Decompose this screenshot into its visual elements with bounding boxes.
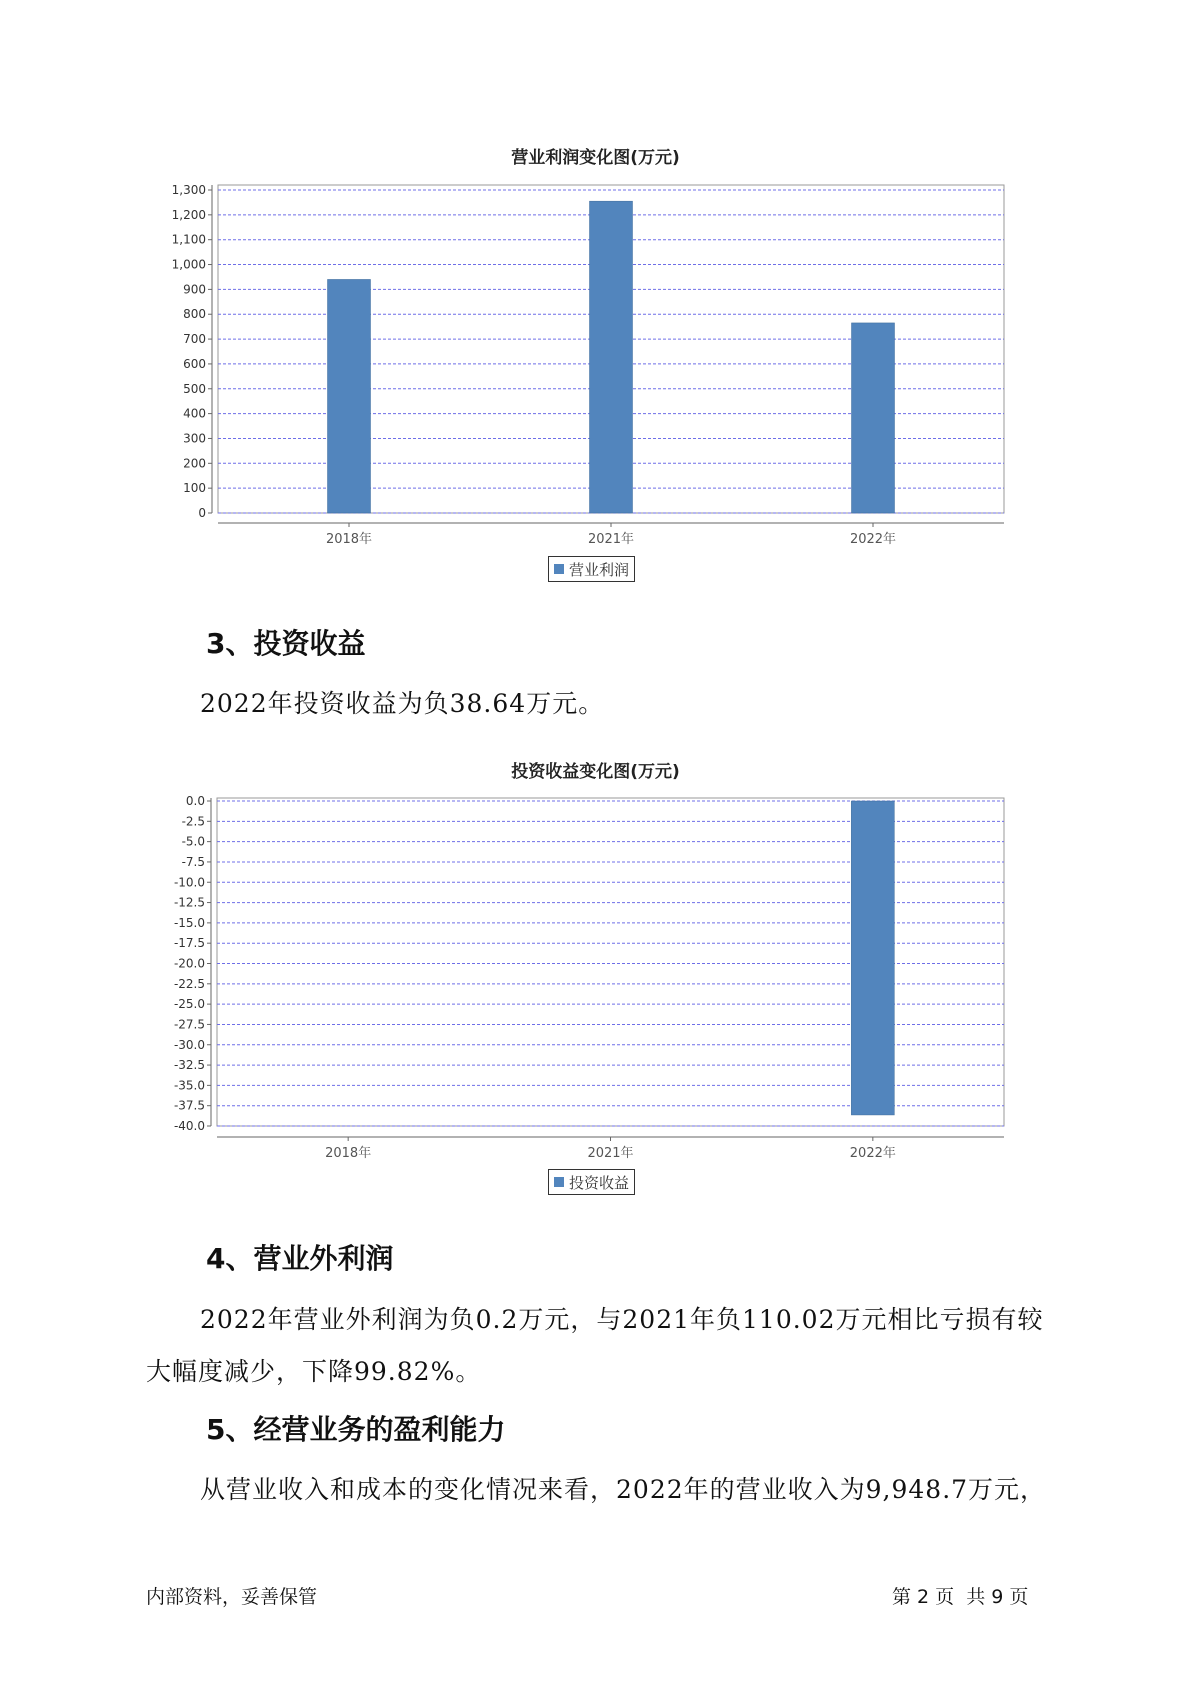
c2-ytick-label: -10.0 <box>173 875 205 890</box>
c1-ytick-label: 300 <box>183 431 206 446</box>
c1-xtick-label: 2018年 <box>325 532 373 547</box>
section3-heading: 3、投资收益 <box>206 627 366 660</box>
c1-ytick-label: 400 <box>183 406 206 421</box>
c2-xtick-label: 2022年 <box>849 1146 896 1161</box>
c2-ytick-label: -15.0 <box>173 915 205 930</box>
c2-ytick-label: -22.5 <box>173 976 205 991</box>
footer-confidential: 内部资料，妥善保管 <box>146 1586 318 1608</box>
c2-ytick-label: -32.5 <box>173 1058 205 1073</box>
c1-ytick-label: 1,100 <box>171 232 206 247</box>
section5-heading: 5、经营业务的盈利能力 <box>206 1413 506 1446</box>
c2-ytick-label: -2.5 <box>181 814 205 829</box>
c1-ytick-label: 900 <box>183 282 206 297</box>
c2-bar-2022年 <box>851 801 894 1115</box>
c1-ytick-label: 1,200 <box>171 207 206 222</box>
c2-xtick-label: 2021年 <box>587 1146 634 1161</box>
c1-ytick-label: 1,300 <box>171 183 206 197</box>
c2-ytick-label: -5.0 <box>181 834 205 849</box>
c1-ytick-label: 0 <box>198 506 206 520</box>
section4-paragraph-line2: 大幅度减少，下降99.82%。 <box>146 1357 482 1386</box>
c2-ytick-label: -20.0 <box>173 956 205 971</box>
c2-ytick-label: -25.0 <box>173 997 205 1012</box>
c1-ytick-label: 600 <box>183 356 206 371</box>
section5-paragraph-line1: 从营业收入和成本的变化情况来看，2022年的营业收入为9,948.7万元， <box>200 1475 1047 1504</box>
c2-ytick-label: -27.5 <box>173 1017 205 1032</box>
section4-paragraph-line1: 2022年营业外利润为负0.2万元，与2021年负110.02万元相比亏损有较 <box>200 1305 1044 1334</box>
c1-ytick-label: 500 <box>183 381 206 396</box>
c1-ytick-label: 200 <box>183 456 206 471</box>
section4-heading: 4、营业外利润 <box>206 1242 394 1275</box>
footer-page-number: 第 2 页 共 9 页 <box>892 1586 1029 1608</box>
c2-ytick-label: -35.0 <box>173 1078 205 1093</box>
c2-ytick-label: 0.0 <box>185 794 205 808</box>
chart2-legend <box>548 1169 635 1195</box>
c1-ytick-label: 1,000 <box>171 257 206 272</box>
chart2-legend-swatch <box>554 1177 564 1187</box>
c2-ytick-label: -17.5 <box>173 936 205 951</box>
chart2-legend-label: 投资收益 <box>569 1173 630 1192</box>
chart1-title: 营业利润变化图(万元) <box>511 148 680 168</box>
c1-xtick-label: 2022年 <box>849 532 897 547</box>
c2-xtick-label: 2018年 <box>325 1146 372 1161</box>
c1-xtick-label: 2021年 <box>587 532 635 547</box>
section3-paragraph: 2022年投资收益为负38.64万元。 <box>200 689 605 718</box>
c2-ytick-label: -12.5 <box>173 895 205 910</box>
c2-ytick-label: -40.0 <box>173 1119 205 1133</box>
c2-ytick-label: -37.5 <box>173 1098 205 1113</box>
c1-ytick-label: 800 <box>183 307 206 322</box>
chart2-title: 投资收益变化图(万元) <box>511 762 680 782</box>
c2-ytick-label: -30.0 <box>173 1037 205 1052</box>
c1-ytick-label: 100 <box>183 481 206 496</box>
c1-ytick-label: 700 <box>183 332 206 347</box>
c2-ytick-label: -7.5 <box>181 854 205 869</box>
chart1-legend-label: 营业利润 <box>569 560 630 579</box>
